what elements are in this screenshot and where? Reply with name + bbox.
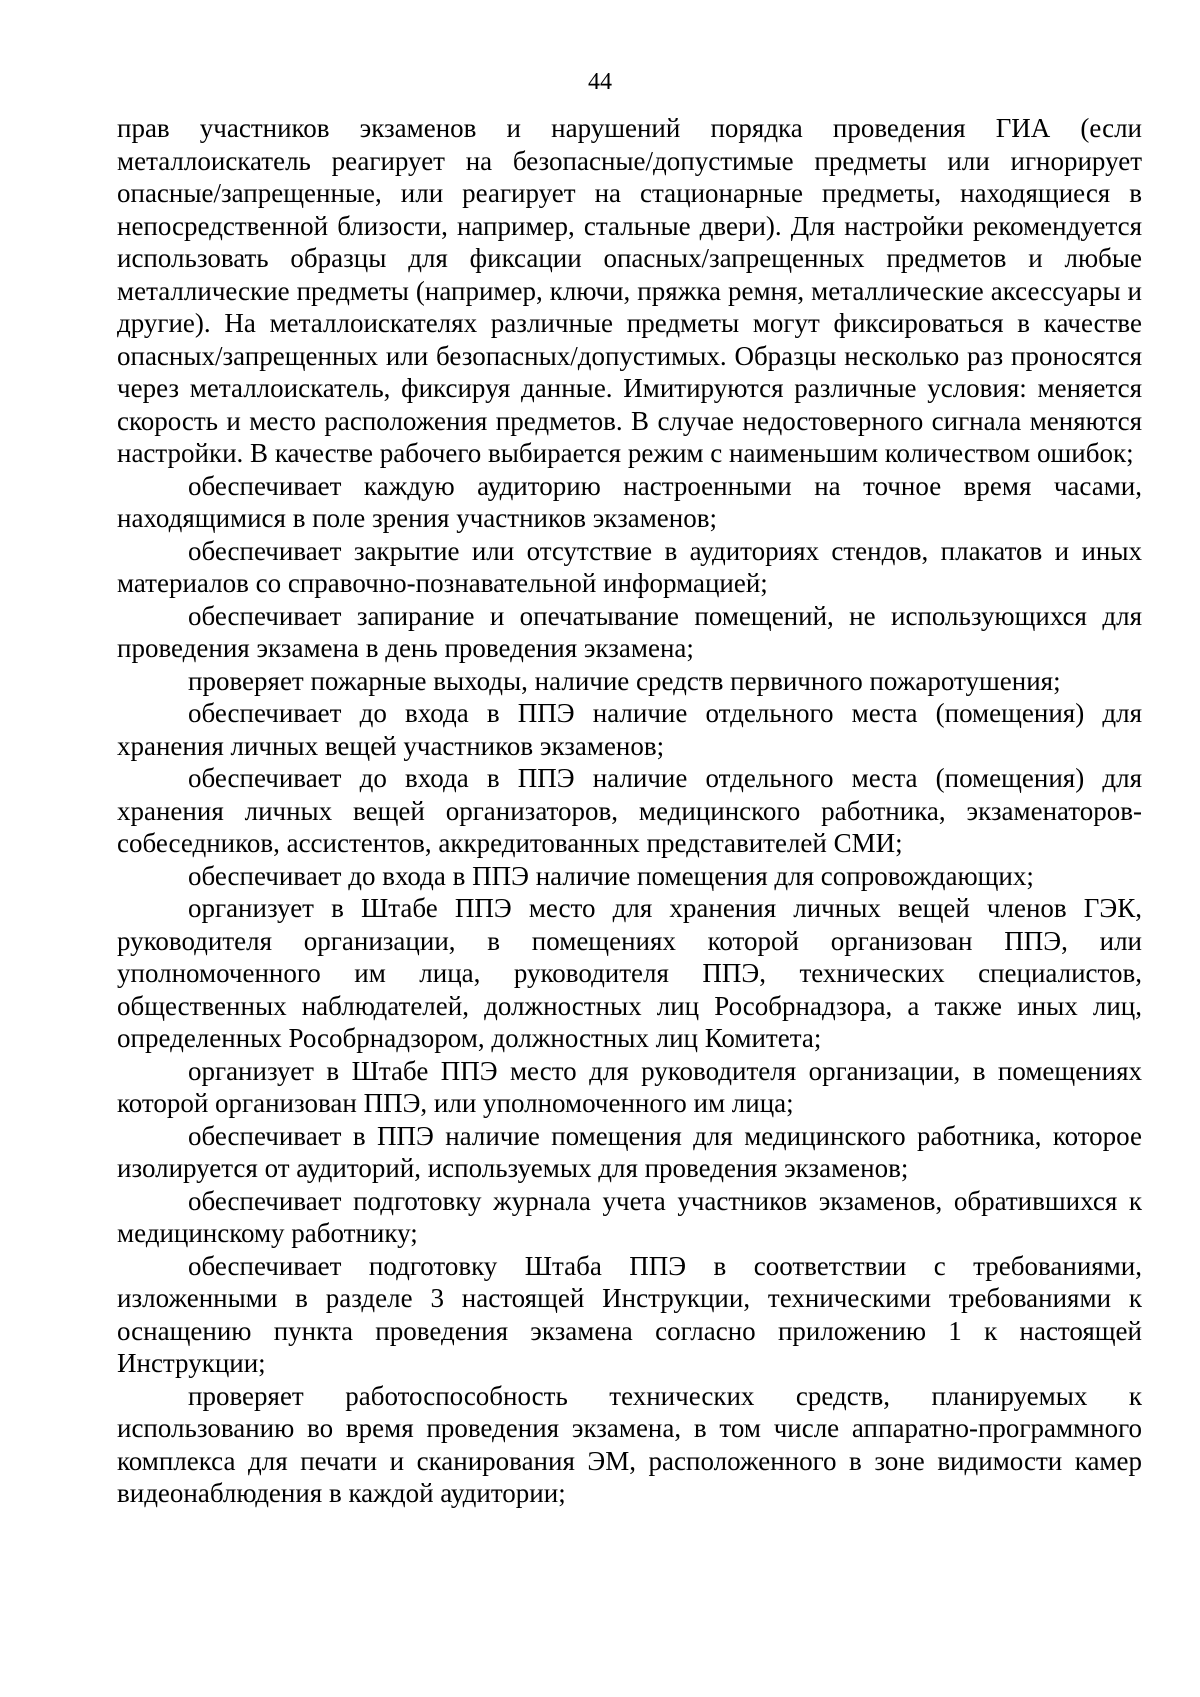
paragraph-hq-director: организует в Штабе ППЭ место для руководителя организации, в помещениях которой организован ППЭ, или уполномоченного им лица; (117, 1055, 1142, 1118)
paragraph-stands: обеспечивает закрытие или отсутствие в аудиториях стендов, плакатов и иных материалов со справочно-познавательной информацией; (117, 535, 1142, 598)
paragraph-staff-storage: обеспечивает до входа в ППЭ наличие отдельного места (помещения) для хранения личных вещей организаторов, медицинского работника, экзаменаторов-собеседников, ассистентов, аккредитованных представителей СМИ; (117, 763, 1142, 858)
paragraph-locking: обеспечивает запирание и опечатывание помещений, не использующихся для проведения экзамена в день проведения экзамена; (117, 600, 1142, 663)
paragraph-continuation: прав участников экзаменов и нарушений порядка проведения ГИА (если металлоискатель реагирует на безопасные/допустимые предметы или игнорирует опасные/запрещенные, или реагирует на стационарные предметы, находящиеся в непосредственной близости, например, стальные двери). Для настройки рекомендуется использовать образцы для фиксации опасных/запрещенных предметов и любые металлические предметы (например, ключи, пряжка ремня, металлические аксессуары и другие). На металлоискателях различные предметы могут фиксироваться в качестве опасных/запрещенных или безопасных/допустимых. Образцы несколько раз проносятся через металлоискатель, фиксируя данные. Имитируются различные условия: меняется скорость и место расположения предметов. В случае недостоверного сигнала меняются настройки. В качестве рабочего выбирается режим с наименьшим количеством ошибок; (117, 113, 1142, 468)
document-body (117, 112, 1142, 1510)
paragraph-escort-room: обеспечивает до входа в ППЭ наличие помещения для сопровождающих; (188, 860, 1034, 891)
paragraph-clock: обеспечивает каждую аудиторию настроенными на точное время часами, находящимися в поле зрения участников экзаменов; (117, 470, 1142, 533)
paragraph-medical-journal: обеспечивает подготовку журнала учета участников экзаменов, обратившихся к медицинскому работнику; (117, 1185, 1142, 1248)
paragraph-hq-storage: организует в Штабе ППЭ место для хранения личных вещей членов ГЭК, руководителя организации, в помещениях которой организован ППЭ, или уполномоченного им лица, руководителя ППЭ, технических специалистов, общественных наблюдателей, должностных лиц Рособрнадзора, а также иных лиц, определенных Рособрнадзором, должностных лиц Комитета; (117, 893, 1142, 1053)
paragraph-medical-room: обеспечивает в ППЭ наличие помещения для медицинского работника, которое изолируется от аудиторий, используемых для проведения экзаменов; (117, 1120, 1142, 1183)
paragraph-fire-exits: проверяет пожарные выходы, наличие средств первичного пожаротушения; (188, 665, 1061, 696)
paragraph-technical-check: проверяет работоспособность технических средств, планируемых к использованию во время проведения экзамена, в том числе аппаратно-программного комплекса для печати и сканирования ЭМ, расположенного в зоне видимости камер видеонаблюдения в каждой аудитории; (117, 1380, 1142, 1508)
paragraph-participants-storage: обеспечивает до входа в ППЭ наличие отдельного места (помещения) для хранения личных вещей участников экзаменов; (117, 698, 1142, 761)
page-number: 44 (588, 69, 612, 95)
paragraph-hq-preparation: обеспечивает подготовку Штаба ППЭ в соответствии с требованиями, изложенными в разделе 3 настоящей Инструкции, техническими требованиями к оснащению пункта проведения экзамена согласно приложению 1 к настоящей Инструкции; (117, 1250, 1142, 1378)
